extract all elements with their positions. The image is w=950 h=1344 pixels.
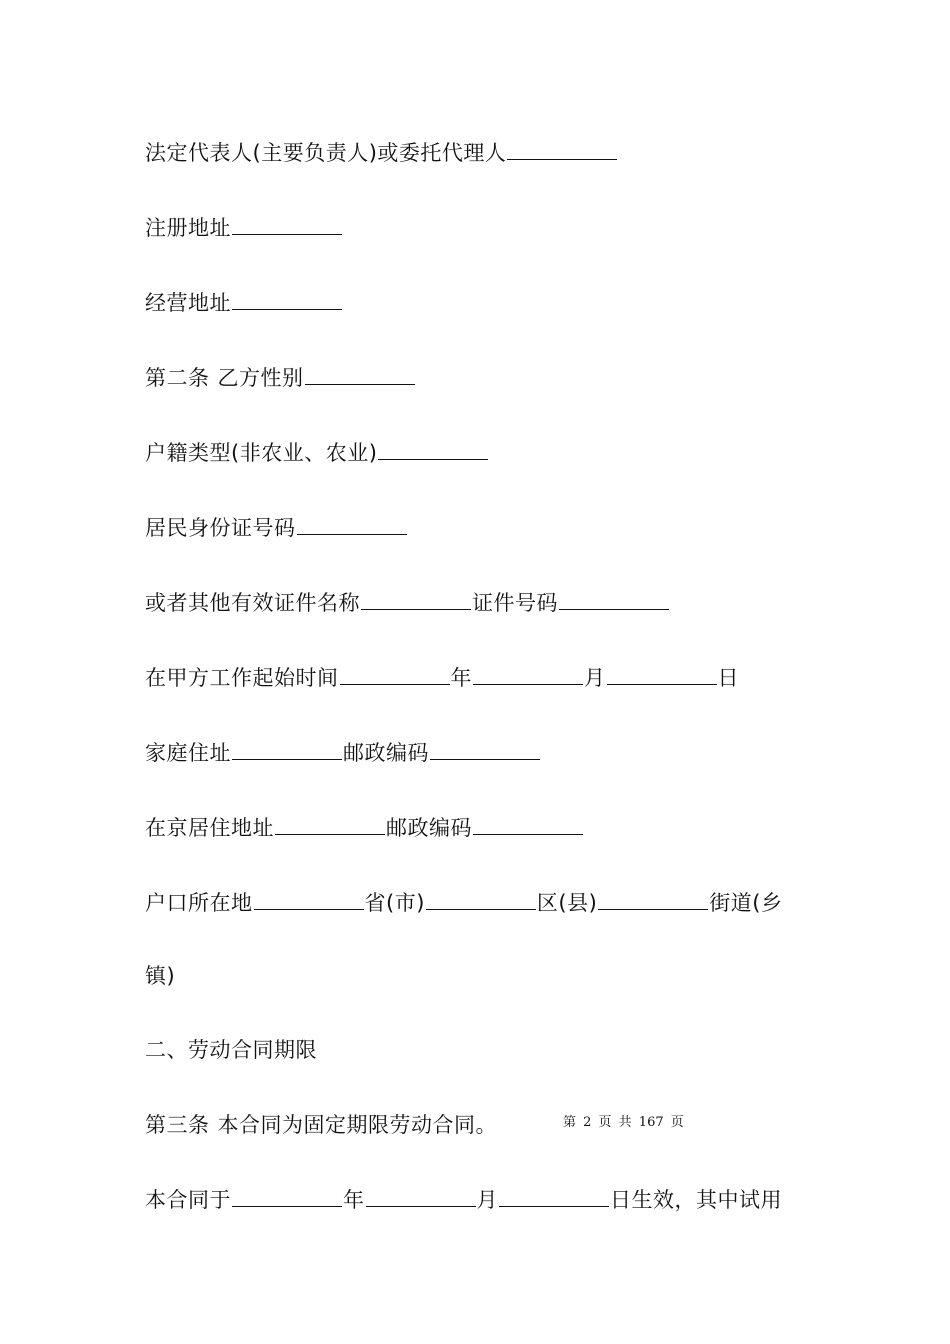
province-label: 省(市): [364, 891, 425, 915]
household-type-line: [145, 437, 489, 468]
business-address-label: 经营地址: [145, 291, 231, 315]
article-two-number: 第二条: [145, 366, 210, 390]
gender-blank[interactable]: [305, 362, 415, 385]
business-address-blank[interactable]: [232, 287, 342, 310]
household-type-label: 户籍类型(非农业、农业): [145, 441, 378, 465]
registered-address-line: [145, 212, 343, 243]
section-two-title: 二、劳动合同期限: [145, 1038, 317, 1062]
hukou-location-line: [145, 887, 782, 918]
legal-representative-line: [145, 137, 618, 168]
article-two-line: [145, 362, 416, 393]
year-label: 年: [450, 666, 472, 690]
page-number-footer: 第 2 页 共 167 页: [563, 1115, 684, 1130]
effective-year-blank[interactable]: [232, 1184, 342, 1207]
other-certificate-line: [145, 587, 670, 618]
month-label: 月: [584, 666, 606, 690]
province-blank[interactable]: [254, 887, 364, 910]
beijing-postcode-label: 邮政编码: [386, 816, 472, 840]
district-blank[interactable]: [426, 887, 536, 910]
certificate-name-blank[interactable]: [361, 587, 471, 610]
effective-month-blank[interactable]: [366, 1184, 476, 1207]
start-date-line: [145, 662, 739, 693]
street-label: 街道(乡: [709, 891, 783, 915]
beijing-postcode-blank[interactable]: [473, 812, 583, 835]
start-month-blank[interactable]: [473, 662, 583, 685]
home-address-line: [145, 737, 541, 768]
district-label: 区(县): [536, 891, 598, 915]
certificate-name-label: 或者其他有效证件名称: [145, 591, 360, 615]
home-postcode-label: 邮政编码: [343, 741, 429, 765]
beijing-address-line: [145, 812, 584, 843]
article-three-line: [145, 1110, 497, 1140]
id-number-blank[interactable]: [297, 512, 407, 535]
start-day-blank[interactable]: [607, 662, 717, 685]
gender-label: 乙方性别: [217, 366, 304, 390]
home-address-blank[interactable]: [232, 737, 342, 760]
start-date-label: 在甲方工作起始时间: [145, 666, 339, 690]
id-number-label: 居民身份证号码: [145, 516, 296, 540]
hukou-location-label: 户口所在地: [145, 891, 253, 915]
effective-day-label: 日生效，其中试用: [610, 1188, 782, 1212]
household-type-blank[interactable]: [378, 437, 488, 460]
beijing-address-blank[interactable]: [275, 812, 385, 835]
effective-date-line: [145, 1184, 782, 1215]
article-three-text: 本合同为固定期限劳动合同。: [217, 1113, 497, 1137]
certificate-number-label: 证件号码: [472, 591, 558, 615]
home-postcode-blank[interactable]: [430, 737, 540, 760]
registered-address-blank[interactable]: [232, 212, 342, 235]
registered-address-label: 注册地址: [145, 216, 231, 240]
beijing-address-label: 在京居住地址: [145, 816, 274, 840]
street-blank[interactable]: [598, 887, 708, 910]
legal-representative-blank[interactable]: [507, 137, 617, 160]
certificate-number-blank[interactable]: [559, 587, 669, 610]
hukou-location-continuation: [145, 961, 175, 991]
day-label: 日: [717, 666, 739, 690]
home-address-label: 家庭住址: [145, 741, 231, 765]
effective-year-label: 年: [343, 1188, 365, 1212]
business-address-line: [145, 287, 343, 318]
effective-month-label: 月: [476, 1188, 498, 1212]
start-year-blank[interactable]: [340, 662, 450, 685]
effective-day-blank[interactable]: [499, 1184, 609, 1207]
legal-representative-label: 法定代表人(主要负责人)或委托代理人: [145, 141, 507, 165]
article-three-number: 第三条: [145, 1113, 210, 1137]
effective-date-label: 本合同于: [145, 1188, 231, 1212]
town-label: 镇): [145, 964, 176, 988]
section-two-heading: [145, 1035, 317, 1065]
id-number-line: [145, 512, 408, 543]
